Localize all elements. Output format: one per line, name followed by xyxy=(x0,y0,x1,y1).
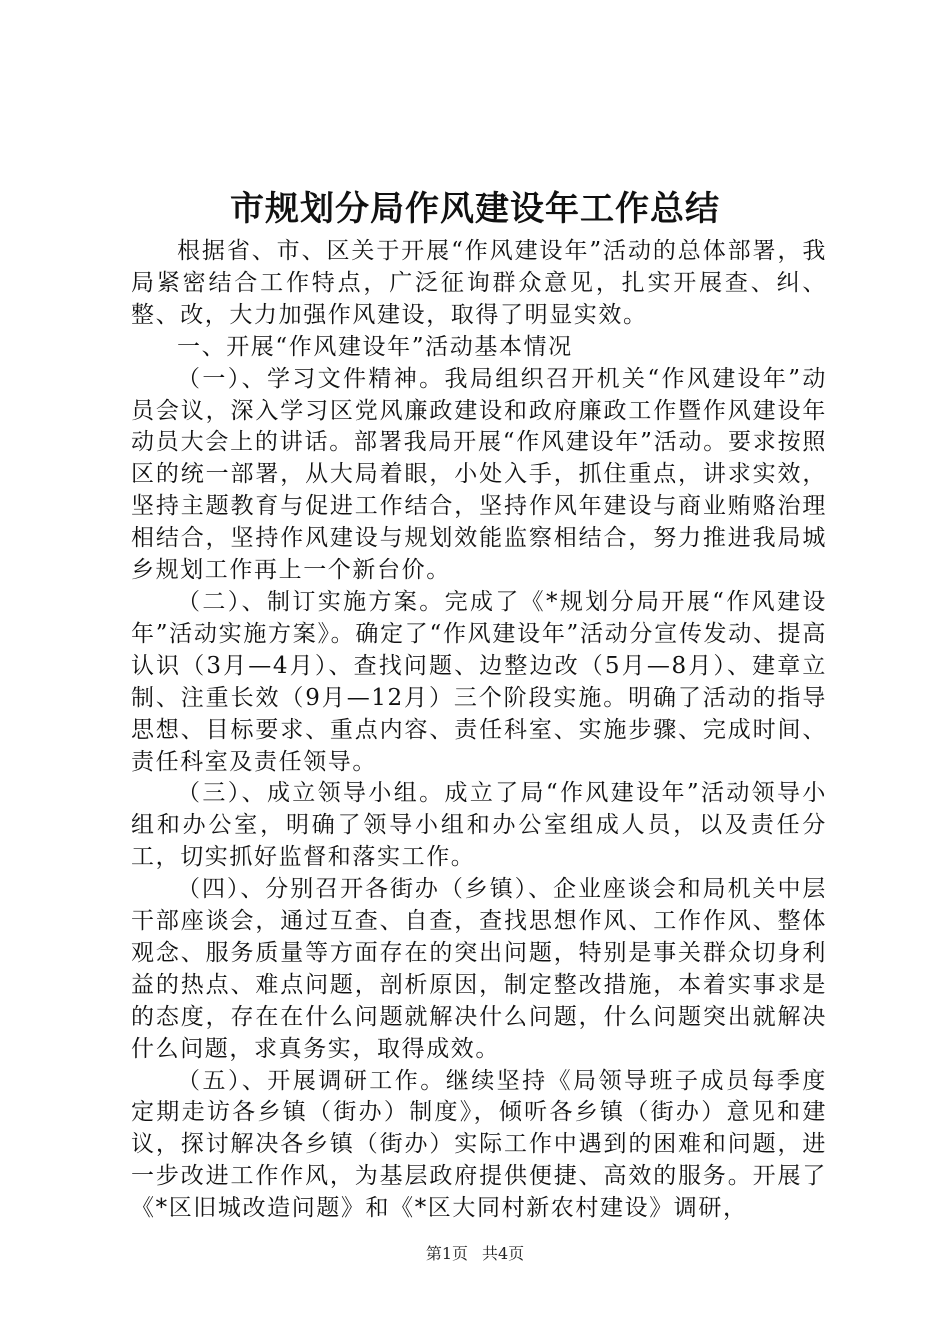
document-title: 市规划分局作风建设年工作总结 xyxy=(230,189,720,229)
paragraph-item-3: （三）、成立领导小组。成立了局“作风建设年”活动领导小组和办公室，明确了领导小组和办公室组成人员，以及责任分工，切实抓好监督和落实工作。 xyxy=(131,780,827,871)
page-total: 共4页 xyxy=(482,1244,525,1263)
document-body xyxy=(131,236,827,1225)
paragraph-item-2: （二）、制订实施方案。完成了《*规划分局开展“作风建设年”活动实施方案》。确定了“作风建设年”活动分宣传发动、提高认识（3月—4月）、查找问题、边整边改（5月—8月）、建章立制、注重长效（9月—12月）三个阶段实施。明确了活动的指导思想、目标要求、重点内容、责任科室、实施步骤、完成时间、责任科室及责任领导。 xyxy=(131,588,827,775)
paragraph-item-1: （一）、学习文件精神。我局组织召开机关“作风建设年”动员会议，深入学习区党风廉政建设和政府廉政工作暨作风建设年动员大会上的讲话。部署我局开展“作风建设年”活动。要求按照区的统一部署，从大局着眼，小处入手，抓住重点，讲求实效，坚持主题教育与促进工作结合，坚持作风年建设与商业贿赂治理相结合，坚持作风建设与规划效能监察相结合，努力推进我局城乡规划工作再上一个新台价。 xyxy=(131,365,827,584)
section-heading-1: 一、开展“作风建设年”活动基本情况 xyxy=(177,333,573,360)
paragraph-intro: 根据省、市、区关于开展“作风建设年”活动的总体部署，我局紧密结合工作特点，广泛征询群众意见，扎实开展查、纠、整、改，大力加强作风建设，取得了明显实效。 xyxy=(131,238,827,328)
paragraph-item-5: （五）、开展调研工作。继续坚持《局领导班子成员每季度定期走访各乡镇（街办）制度》，倾听各乡镇（街办）意见和建议，探讨解决各乡镇（街办）实际工作中遇到的困难和问题，进一步改进工作作风，为基层政府提供便捷、高效的服务。开展了《*区旧城改造问题》和《*区大同村新农村建设》调研， xyxy=(131,1067,827,1222)
page-footer xyxy=(0,1243,950,1265)
paragraph-item-4: （四）、分别召开各街办（乡镇）、企业座谈会和局机关中层干部座谈会，通过互查、自查，查找思想作风、工作作风、整体观念、服务质量等方面存在的突出问题，特别是事关群众切身利益的热点、难点问题，剖析原因，制定整改措施，本着实事求是的态度，存在在什么问题就解决什么问题，什么问题突出就解决什么问题，求真务实，取得成效。 xyxy=(131,876,827,1062)
page-number: 第1页 xyxy=(425,1244,468,1263)
